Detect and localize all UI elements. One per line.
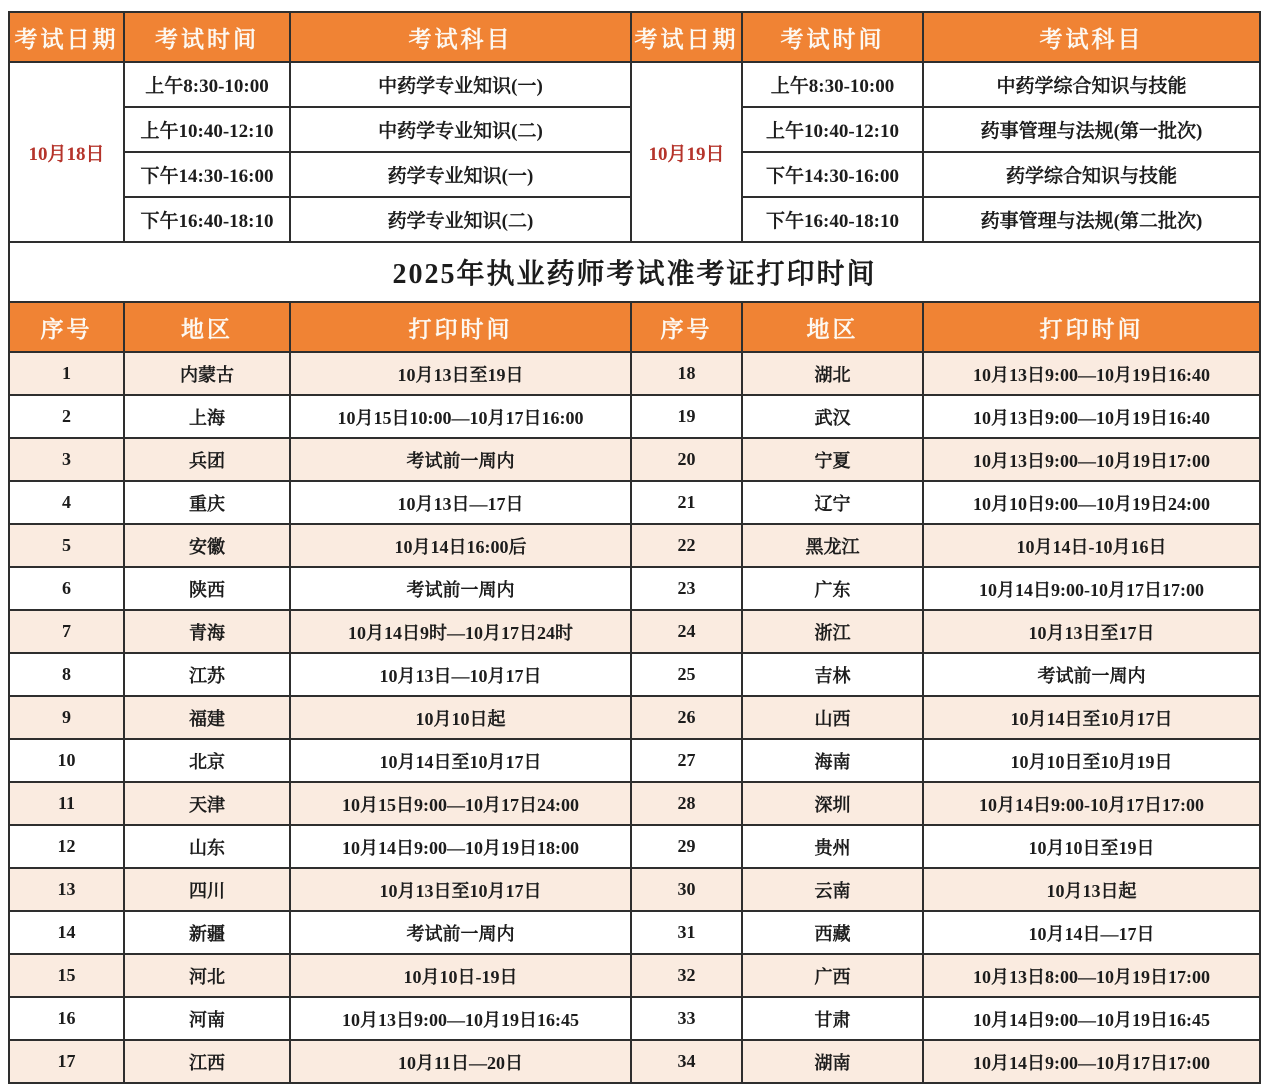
exam-time-cell: 上午10:40-12:10 xyxy=(124,107,290,152)
exam-header-subject: 考试科目 xyxy=(290,12,631,62)
print-time-cell: 10月13日至10月17日 xyxy=(290,868,631,911)
region-cell: 天津 xyxy=(124,782,290,825)
serial-cell: 28 xyxy=(631,782,742,825)
serial-cell: 11 xyxy=(9,782,124,825)
print-time-row xyxy=(9,438,1260,481)
schedule-table xyxy=(8,11,1261,1084)
print-time-row xyxy=(9,954,1260,997)
serial-cell: 8 xyxy=(9,653,124,696)
region-cell: 吉林 xyxy=(742,653,923,696)
region-cell: 湖北 xyxy=(742,352,923,395)
exam-subject-cell: 药学专业知识(一) xyxy=(290,152,631,197)
print-time-cell: 10月14日9时—10月17日24时 xyxy=(290,610,631,653)
print-time-cell: 10月13日9:00—10月19日16:40 xyxy=(923,352,1260,395)
region-cell: 辽宁 xyxy=(742,481,923,524)
serial-cell: 1 xyxy=(9,352,124,395)
region-cell: 安徽 xyxy=(124,524,290,567)
exam-subject-cell: 中药学综合知识与技能 xyxy=(923,62,1260,107)
exam-time-cell: 上午8:30-10:00 xyxy=(742,62,923,107)
region-cell: 新疆 xyxy=(124,911,290,954)
serial-cell: 14 xyxy=(9,911,124,954)
print-time-row xyxy=(9,739,1260,782)
print-time-cell: 10月13日至19日 xyxy=(290,352,631,395)
serial-cell: 30 xyxy=(631,868,742,911)
print-time-row xyxy=(9,610,1260,653)
print-header-serial: 序号 xyxy=(631,302,742,352)
exam-time-cell: 下午14:30-16:00 xyxy=(742,152,923,197)
region-cell: 黑龙江 xyxy=(742,524,923,567)
print-time-cell: 10月13日8:00—10月19日17:00 xyxy=(923,954,1260,997)
exam-subject-cell: 中药学专业知识(二) xyxy=(290,107,631,152)
print-time-cell: 10月14日9:00—10月19日18:00 xyxy=(290,825,631,868)
print-time-cell: 10月14日至10月17日 xyxy=(290,739,631,782)
print-header-region: 地区 xyxy=(742,302,923,352)
region-cell: 西藏 xyxy=(742,911,923,954)
print-time-cell: 10月13日9:00—10月19日16:45 xyxy=(290,997,631,1040)
region-cell: 甘肃 xyxy=(742,997,923,1040)
serial-cell: 5 xyxy=(9,524,124,567)
exam-header-time: 考试时间 xyxy=(124,12,290,62)
print-time-row xyxy=(9,782,1260,825)
print-time-cell: 10月10日起 xyxy=(290,696,631,739)
region-cell: 深圳 xyxy=(742,782,923,825)
print-header-time: 打印时间 xyxy=(290,302,631,352)
print-time-cell: 考试前一周内 xyxy=(923,653,1260,696)
region-cell: 云南 xyxy=(742,868,923,911)
serial-cell: 22 xyxy=(631,524,742,567)
exam-header-row xyxy=(9,12,1260,62)
print-time-cell: 考试前一周内 xyxy=(290,911,631,954)
serial-cell: 23 xyxy=(631,567,742,610)
print-time-cell: 10月14日至10月17日 xyxy=(923,696,1260,739)
print-time-cell: 10月13日—17日 xyxy=(290,481,631,524)
print-time-cell: 考试前一周内 xyxy=(290,438,631,481)
serial-cell: 19 xyxy=(631,395,742,438)
serial-cell: 32 xyxy=(631,954,742,997)
serial-cell: 33 xyxy=(631,997,742,1040)
exam-date-cell: 10月19日 xyxy=(631,62,742,242)
serial-cell: 7 xyxy=(9,610,124,653)
print-header-region: 地区 xyxy=(124,302,290,352)
exam-header-date: 考试日期 xyxy=(631,12,742,62)
serial-cell: 24 xyxy=(631,610,742,653)
serial-cell: 9 xyxy=(9,696,124,739)
region-cell: 广东 xyxy=(742,567,923,610)
print-title-row xyxy=(9,242,1260,302)
print-section-title: 2025年执业药师考试准考证打印时间 xyxy=(9,242,1260,302)
exam-session-row xyxy=(9,62,1260,107)
print-time-cell: 10月15日10:00—10月17日16:00 xyxy=(290,395,631,438)
serial-cell: 18 xyxy=(631,352,742,395)
exam-time-cell: 上午8:30-10:00 xyxy=(124,62,290,107)
print-time-cell: 10月15日9:00—10月17日24:00 xyxy=(290,782,631,825)
exam-time-cell: 下午16:40-18:10 xyxy=(124,197,290,242)
region-cell: 海南 xyxy=(742,739,923,782)
region-cell: 内蒙古 xyxy=(124,352,290,395)
exam-time-cell: 下午16:40-18:10 xyxy=(742,197,923,242)
print-time-cell: 10月10日9:00—10月19日24:00 xyxy=(923,481,1260,524)
region-cell: 山西 xyxy=(742,696,923,739)
region-cell: 福建 xyxy=(124,696,290,739)
region-cell: 河北 xyxy=(124,954,290,997)
serial-cell: 17 xyxy=(9,1040,124,1083)
region-cell: 陕西 xyxy=(124,567,290,610)
exam-subject-cell: 药事管理与法规(第一批次) xyxy=(923,107,1260,152)
exam-subject-cell: 药事管理与法规(第二批次) xyxy=(923,197,1260,242)
region-cell: 湖南 xyxy=(742,1040,923,1083)
print-time-row xyxy=(9,524,1260,567)
print-time-row xyxy=(9,395,1260,438)
region-cell: 四川 xyxy=(124,868,290,911)
print-time-cell: 10月11日—20日 xyxy=(290,1040,631,1083)
exam-time-cell: 下午14:30-16:00 xyxy=(124,152,290,197)
serial-cell: 4 xyxy=(9,481,124,524)
serial-cell: 16 xyxy=(9,997,124,1040)
print-time-cell: 10月14日9:00—10月17日17:00 xyxy=(923,1040,1260,1083)
print-time-cell: 10月13日9:00—10月19日17:00 xyxy=(923,438,1260,481)
exam-subject-cell: 药学专业知识(二) xyxy=(290,197,631,242)
serial-cell: 12 xyxy=(9,825,124,868)
serial-cell: 6 xyxy=(9,567,124,610)
serial-cell: 34 xyxy=(631,1040,742,1083)
print-time-row xyxy=(9,911,1260,954)
region-cell: 河南 xyxy=(124,997,290,1040)
print-time-cell: 10月13日—10月17日 xyxy=(290,653,631,696)
print-time-cell: 10月10日-19日 xyxy=(290,954,631,997)
print-time-cell: 10月13日起 xyxy=(923,868,1260,911)
print-header-row xyxy=(9,302,1260,352)
print-time-cell: 10月10日至19日 xyxy=(923,825,1260,868)
serial-cell: 29 xyxy=(631,825,742,868)
region-cell: 山东 xyxy=(124,825,290,868)
print-header-serial: 序号 xyxy=(9,302,124,352)
serial-cell: 10 xyxy=(9,739,124,782)
serial-cell: 27 xyxy=(631,739,742,782)
exam-subject-cell: 中药学专业知识(一) xyxy=(290,62,631,107)
print-time-cell: 10月14日-10月16日 xyxy=(923,524,1260,567)
serial-cell: 20 xyxy=(631,438,742,481)
exam-subject-cell: 药学综合知识与技能 xyxy=(923,152,1260,197)
print-time-row xyxy=(9,868,1260,911)
region-cell: 北京 xyxy=(124,739,290,782)
region-cell: 武汉 xyxy=(742,395,923,438)
region-cell: 兵团 xyxy=(124,438,290,481)
print-time-cell: 10月14日—17日 xyxy=(923,911,1260,954)
exam-time-cell: 上午10:40-12:10 xyxy=(742,107,923,152)
print-time-cell: 10月10日至10月19日 xyxy=(923,739,1260,782)
region-cell: 宁夏 xyxy=(742,438,923,481)
print-time-cell: 考试前一周内 xyxy=(290,567,631,610)
serial-cell: 3 xyxy=(9,438,124,481)
region-cell: 重庆 xyxy=(124,481,290,524)
exam-header-date: 考试日期 xyxy=(9,12,124,62)
region-cell: 广西 xyxy=(742,954,923,997)
print-time-row xyxy=(9,352,1260,395)
region-cell: 上海 xyxy=(124,395,290,438)
region-cell: 江西 xyxy=(124,1040,290,1083)
print-time-row xyxy=(9,696,1260,739)
print-time-cell: 10月13日至17日 xyxy=(923,610,1260,653)
region-cell: 青海 xyxy=(124,610,290,653)
print-time-cell: 10月14日9:00-10月17日17:00 xyxy=(923,782,1260,825)
print-time-row xyxy=(9,1040,1260,1083)
print-time-cell: 10月14日9:00—10月19日16:45 xyxy=(923,997,1260,1040)
print-time-cell: 10月13日9:00—10月19日16:40 xyxy=(923,395,1260,438)
print-time-row xyxy=(9,997,1260,1040)
print-time-row xyxy=(9,567,1260,610)
serial-cell: 25 xyxy=(631,653,742,696)
serial-cell: 15 xyxy=(9,954,124,997)
region-cell: 浙江 xyxy=(742,610,923,653)
serial-cell: 31 xyxy=(631,911,742,954)
print-time-row xyxy=(9,825,1260,868)
exam-header-subject: 考试科目 xyxy=(923,12,1260,62)
serial-cell: 13 xyxy=(9,868,124,911)
region-cell: 江苏 xyxy=(124,653,290,696)
print-time-cell: 10月14日16:00后 xyxy=(290,524,631,567)
exam-date-cell: 10月18日 xyxy=(9,62,124,242)
print-time-cell: 10月14日9:00-10月17日17:00 xyxy=(923,567,1260,610)
print-time-row xyxy=(9,481,1260,524)
exam-header-time: 考试时间 xyxy=(742,12,923,62)
print-time-row xyxy=(9,653,1260,696)
serial-cell: 26 xyxy=(631,696,742,739)
print-header-time: 打印时间 xyxy=(923,302,1260,352)
serial-cell: 2 xyxy=(9,395,124,438)
serial-cell: 21 xyxy=(631,481,742,524)
region-cell: 贵州 xyxy=(742,825,923,868)
